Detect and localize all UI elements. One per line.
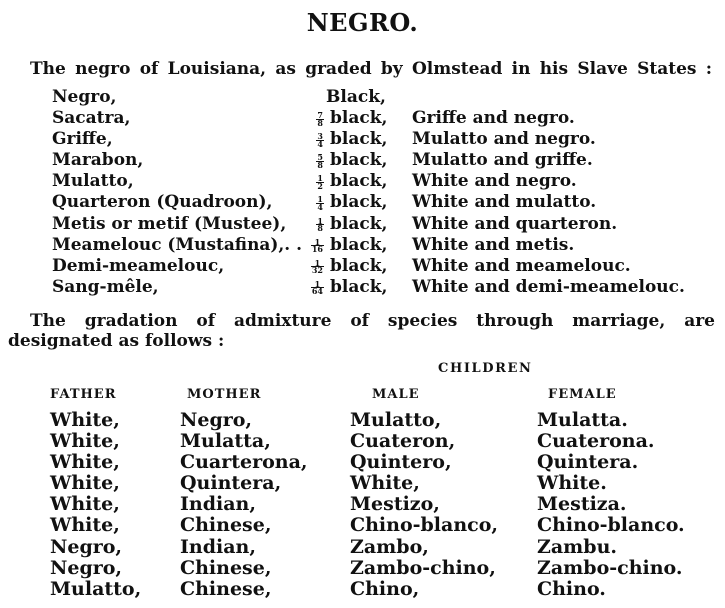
fraction-denominator: 4 bbox=[317, 138, 323, 149]
fraction-numerator: 1 bbox=[314, 257, 321, 268]
father-cell: White, bbox=[50, 409, 120, 431]
gradation-paragraph-line: designated as follows : bbox=[8, 331, 225, 351]
fraction-numerator: 5 bbox=[317, 152, 323, 163]
grade-name: Metis or metif (Mustee), bbox=[52, 213, 287, 234]
table-row bbox=[0, 537, 725, 558]
male-child-cell: Mulatto, bbox=[350, 409, 442, 431]
fraction-numerator: 3 bbox=[317, 131, 323, 142]
grade-parentage: White and metis. bbox=[412, 234, 575, 255]
male-child-cell: Mestizo, bbox=[350, 493, 440, 516]
grade-parentage: Griffe and negro. bbox=[412, 108, 575, 129]
fraction-denominator: 32 bbox=[311, 265, 323, 276]
grade-shade: black, bbox=[330, 150, 388, 171]
grade-row bbox=[0, 235, 725, 256]
mother-cell: Chinese, bbox=[180, 514, 272, 537]
fraction-denominator: 16 bbox=[311, 244, 323, 255]
grade-parentage: White and mulatto. bbox=[412, 192, 597, 213]
grade-fraction bbox=[290, 154, 324, 168]
fraction-denominator: 8 bbox=[317, 117, 323, 128]
grade-parentage: Mulatto and negro. bbox=[412, 129, 596, 150]
grade-shade: black, bbox=[330, 276, 388, 297]
grade-name: Quarteron (Quadroon), bbox=[52, 192, 273, 213]
table-row bbox=[0, 473, 725, 494]
table-row bbox=[0, 410, 725, 431]
male-child-cell: White, bbox=[350, 472, 420, 495]
female-child-cell: Quintera. bbox=[537, 451, 639, 474]
fraction-numerator: 1 bbox=[314, 236, 321, 247]
male-child-cell: Chino, bbox=[350, 577, 420, 600]
grade-shade: black, bbox=[330, 192, 388, 213]
grade-row bbox=[0, 129, 725, 150]
page-title: NEGRO. bbox=[306, 8, 419, 37]
gradation-paragraph-line: The gradation of admixture of species through marriage, are bbox=[30, 311, 715, 331]
mother-cell: Indian, bbox=[180, 493, 256, 516]
grade-fraction bbox=[290, 175, 324, 189]
female-child-cell: Chino. bbox=[537, 577, 606, 600]
mother-cell: Quintera, bbox=[180, 472, 282, 495]
column-header-female: FEMALE bbox=[548, 387, 617, 402]
grade-name: Negro, bbox=[52, 87, 117, 107]
children-heading: CHILDREN bbox=[438, 361, 533, 376]
grade-name: Demi-meamelouc, bbox=[52, 255, 225, 276]
male-child-cell: Quintero, bbox=[350, 451, 452, 474]
grade-shade: black, bbox=[330, 255, 388, 276]
grade-shade: black, bbox=[330, 234, 388, 255]
table-row bbox=[0, 515, 725, 536]
father-cell: White, bbox=[50, 430, 120, 453]
table-row bbox=[0, 579, 725, 600]
male-child-cell: Zambo, bbox=[350, 535, 429, 558]
fraction-numerator: 1 bbox=[314, 278, 321, 289]
mother-cell: Mulatta, bbox=[180, 430, 271, 453]
mother-cell: Indian, bbox=[180, 535, 256, 558]
grade-row bbox=[0, 108, 725, 129]
grade-parentage: White and demi-meamelouc. bbox=[412, 276, 685, 297]
grades-table bbox=[0, 87, 725, 298]
grade-row bbox=[0, 214, 725, 235]
mother-cell: Chinese, bbox=[180, 556, 272, 579]
column-header-male: MALE bbox=[372, 387, 420, 402]
grade-name: Sacatra, bbox=[52, 108, 131, 129]
grade-row bbox=[0, 150, 725, 171]
grade-fraction bbox=[290, 112, 324, 126]
column-header-mother: MOTHER bbox=[187, 387, 262, 402]
mother-cell: Cuarterona, bbox=[180, 451, 308, 474]
intro-paragraph: The negro of Louisiana, as graded by Olmstead in his Slave States : bbox=[30, 59, 712, 79]
female-child-cell: Cuaterona. bbox=[537, 430, 655, 453]
grade-name: Mulatto, bbox=[52, 171, 134, 192]
grade-name: Griffe, bbox=[52, 129, 113, 150]
female-child-cell: Chino-blanco. bbox=[537, 514, 685, 537]
column-header-father: FATHER bbox=[50, 387, 117, 402]
children-table bbox=[0, 410, 725, 600]
female-child-cell: Zambu. bbox=[537, 535, 617, 558]
fraction-denominator: 8 bbox=[317, 223, 323, 234]
grade-parentage: White and quarteron. bbox=[412, 213, 618, 234]
grade-shade: Black, bbox=[326, 87, 386, 107]
father-cell: Negro, bbox=[50, 556, 123, 579]
grade-fraction bbox=[290, 236, 324, 255]
grade-parentage: Mulatto and griffe. bbox=[412, 150, 593, 171]
grade-shade: black, bbox=[330, 171, 388, 192]
father-cell: White, bbox=[50, 514, 120, 537]
grade-fraction bbox=[290, 133, 324, 147]
father-cell: White, bbox=[50, 493, 120, 516]
grade-row bbox=[0, 192, 725, 213]
father-cell: White, bbox=[50, 472, 120, 495]
father-cell: Mulatto, bbox=[50, 577, 142, 600]
fraction-denominator: 2 bbox=[317, 180, 323, 191]
female-child-cell: White. bbox=[537, 472, 607, 495]
grade-parentage: White and negro. bbox=[412, 171, 577, 192]
table-row bbox=[0, 431, 725, 452]
grade-row bbox=[0, 277, 725, 298]
grade-shade: black, bbox=[330, 213, 388, 234]
fraction-denominator: 4 bbox=[317, 201, 323, 212]
mother-cell: Chinese, bbox=[180, 577, 272, 600]
grade-shade: black, bbox=[330, 129, 388, 150]
grade-fraction bbox=[290, 196, 324, 210]
male-child-cell: Cuateron, bbox=[350, 430, 456, 453]
table-row bbox=[0, 494, 725, 515]
fraction-denominator: 64 bbox=[311, 286, 323, 297]
grade-row bbox=[0, 256, 725, 277]
fraction-numerator: 1 bbox=[317, 173, 323, 184]
father-cell: White, bbox=[50, 451, 120, 474]
mother-cell: Negro, bbox=[180, 409, 253, 431]
female-child-cell: Zambo-chino. bbox=[537, 556, 683, 579]
grade-name: Sang-mêle, bbox=[52, 276, 159, 297]
female-child-cell: Mestiza. bbox=[537, 493, 627, 516]
grade-row bbox=[0, 87, 725, 108]
father-cell: Negro, bbox=[50, 535, 123, 558]
fraction-numerator: 1 bbox=[317, 194, 323, 205]
grade-fraction bbox=[290, 215, 324, 234]
grade-parentage: White and meamelouc. bbox=[412, 255, 631, 276]
male-child-cell: Chino-blanco, bbox=[350, 514, 499, 537]
grade-fraction bbox=[290, 257, 324, 276]
grade-shade: black, bbox=[330, 108, 388, 129]
grade-fraction bbox=[290, 278, 324, 297]
table-row bbox=[0, 558, 725, 579]
fraction-numerator: 1 bbox=[317, 215, 323, 226]
fraction-denominator: 8 bbox=[317, 159, 323, 170]
male-child-cell: Zambo-chino, bbox=[350, 556, 496, 579]
grade-row bbox=[0, 171, 725, 192]
table-row bbox=[0, 452, 725, 473]
grade-name: Meamelouc (Mustafina),. . bbox=[52, 234, 302, 255]
female-child-cell: Mulatta. bbox=[537, 409, 628, 431]
grade-name: Marabon, bbox=[52, 150, 144, 171]
fraction-numerator: 7 bbox=[317, 110, 323, 121]
